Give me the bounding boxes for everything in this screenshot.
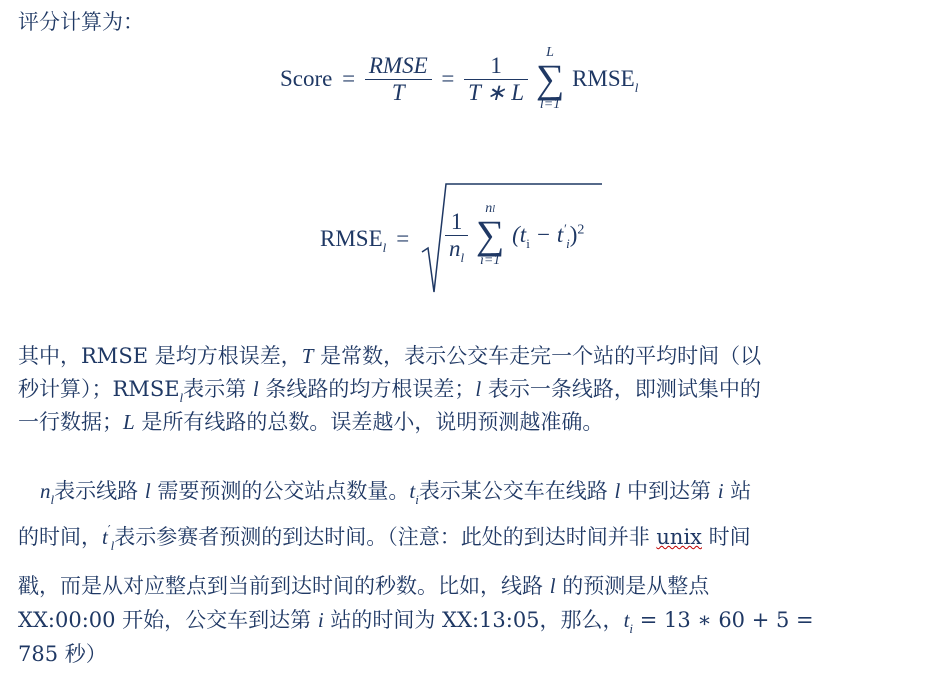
sum-upper-n: n <box>485 201 493 216</box>
rmse-formula <box>320 180 610 295</box>
fraction-numerator: RMSE <box>368 52 428 78</box>
var-t: t <box>409 479 416 503</box>
subscript: l <box>50 492 55 507</box>
text: 表示线路 <box>54 479 145 503</box>
sigma-icon: ∑ <box>535 56 565 101</box>
rmse-term-label: RMSE <box>572 66 635 91</box>
text: 的时间， <box>18 525 102 549</box>
text: 时间 <box>702 525 751 549</box>
sqrt-content <box>445 202 584 268</box>
var-i: i <box>317 608 324 632</box>
para1-line1 <box>18 340 761 370</box>
var-l: l <box>614 479 621 503</box>
prime-mark: ′ <box>563 221 567 236</box>
var-l: l <box>549 574 556 598</box>
var-l: l <box>475 377 482 401</box>
spellcheck-word: unix <box>656 525 702 549</box>
n-subscript: l <box>460 249 465 265</box>
t-subscript: i <box>526 236 530 251</box>
text: 表示一条线路，即测试集中的 <box>481 377 761 401</box>
score-formula <box>280 46 638 112</box>
text: 秒计算）；RMSE <box>18 377 180 401</box>
rmse-lhs-subscript: l <box>382 240 387 255</box>
rmse-lhs: $RMSE_l$ = <box>320 226 410 255</box>
text: XX:00:00 开始，公交车到达第 <box>18 608 318 632</box>
fraction-numerator: 1 <box>450 208 463 234</box>
para2-line1 <box>40 475 751 505</box>
sigma-icon: ∑ <box>475 212 505 257</box>
text: 中到达第 <box>620 479 718 503</box>
text: 是所有线路的总数。误差越小，说明预测越准确。 <box>134 410 604 434</box>
text: 站 <box>723 479 752 503</box>
text: 的预测是从整点 <box>555 574 710 598</box>
t-prime-subscript: i <box>566 236 570 251</box>
one-over-tl-fraction <box>464 53 528 106</box>
var-L: L <box>123 410 135 434</box>
var-n: n <box>40 479 51 503</box>
equals-sign: = <box>441 66 455 91</box>
subscript: l <box>179 390 184 405</box>
n-symbol: n <box>449 235 461 261</box>
text: 表示第 <box>183 377 253 401</box>
para2-line3 <box>18 570 709 600</box>
text: 一行数据； <box>18 410 123 434</box>
sum-lower-limit: i=1 <box>479 253 501 268</box>
prime-mark: ′ <box>107 523 111 537</box>
para2-line5: 785 秒） <box>18 642 107 666</box>
text: 站的时间为 XX:13:05，那么， <box>323 608 624 632</box>
subscript: i <box>415 492 419 507</box>
summation <box>536 46 565 112</box>
close-paren: ) <box>569 222 578 247</box>
var-t: t <box>623 608 630 632</box>
para2-line4 <box>18 604 814 634</box>
rmse-term <box>572 66 639 95</box>
para1-line2 <box>18 373 761 403</box>
subscript: i <box>629 621 634 636</box>
rmse-over-t-fraction <box>365 53 432 106</box>
one-over-n-fraction <box>445 208 468 265</box>
text: 条线路的均方根误差； <box>258 377 476 401</box>
summation <box>476 202 505 268</box>
subscript: l <box>110 538 115 553</box>
sum-upper-limit: L <box>546 45 554 60</box>
var-i: i <box>717 479 724 503</box>
squared-difference <box>512 221 585 251</box>
rmse-term-subscript: l <box>634 80 639 95</box>
sum-lower-limit: l=1 <box>539 97 561 112</box>
text: 表示某公交车在线路 <box>418 479 615 503</box>
text: 其中，RMSE 是均方根误差， <box>18 344 302 368</box>
rmse-lhs-label: RMSE <box>320 226 383 251</box>
var-l: l <box>144 479 151 503</box>
var-T: T <box>301 344 314 368</box>
score-label: Score <box>280 66 333 91</box>
var-t-prime: t <box>102 525 108 549</box>
para2-line2 <box>18 521 751 551</box>
open-paren-t: (t <box>512 222 527 247</box>
fraction-denominator: T <box>365 79 432 106</box>
equals-sign: = <box>342 66 356 91</box>
minus-t: − t <box>529 222 564 247</box>
exponent: 2 <box>577 222 585 238</box>
text: 戳，而是从对应整点到当前到达时间的秒数。比如，线路 <box>18 574 550 598</box>
fraction-denominator <box>445 235 468 265</box>
text: = 13 ∗ 60 + 5 = <box>633 608 814 632</box>
fraction-numerator: 1 <box>490 52 502 78</box>
heading: 评分计算为： <box>18 10 144 34</box>
text: 表示参赛者预测的到达时间。（注意：此处的到达时间并非 <box>114 525 657 549</box>
var-l: l <box>252 377 259 401</box>
text: 需要预测的公交站点数量。 <box>150 479 410 503</box>
para1-line3 <box>18 406 603 436</box>
fraction-denominator: T ∗ L <box>464 79 528 106</box>
sum-upper-subscript: l <box>492 204 496 215</box>
text: 是常数，表示公交车走完一个站的平均时间（以 <box>313 344 762 368</box>
